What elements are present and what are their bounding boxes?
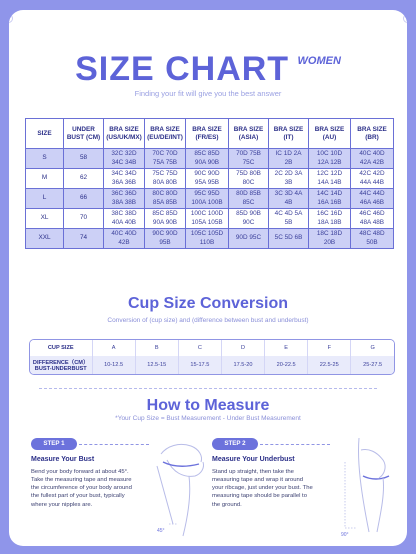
cup-size-cell: A — [92, 340, 135, 356]
step2-text — [212, 468, 340, 509]
bra-size-cell — [309, 229, 351, 249]
page-title — [9, 50, 407, 89]
bra-size-cell — [229, 149, 269, 169]
bra-size-line: 85C 85D — [194, 150, 220, 158]
col-header-us-uk-mx: BRA SIZE (US/UK/MX) — [104, 119, 145, 149]
bra-size-line: 12A 12B — [317, 158, 342, 166]
bra-size-line: 44A 44B — [359, 178, 385, 186]
difference-label — [30, 356, 92, 374]
size-table — [25, 118, 394, 249]
bra-size-line: IC 1D 2A — [275, 150, 302, 158]
step2-dash — [260, 444, 330, 445]
cup-section-title: Cup Size Conversion — [127, 295, 289, 312]
bra-size-line: 70D 75B — [236, 150, 261, 158]
bra-size-line: 34C 34D — [111, 170, 137, 178]
step1-text-line: Bend your body forward at about 45°. — [31, 469, 129, 475]
measure-section-subtitle: *Your Cup Size = Bust Measurement - Under Bust Measurement — [115, 415, 301, 422]
bra-size-cell — [104, 149, 145, 169]
bra-size-line: 95B — [159, 238, 171, 246]
size-row — [26, 169, 394, 189]
step1-text-line: the fullest part of your bust, typically — [31, 493, 125, 500]
bra-size-line: 80D 85B — [236, 190, 261, 198]
bra-size-line: 14A 14B — [317, 178, 342, 186]
cup-table — [30, 340, 394, 374]
difference-cell: 10-12.5 — [92, 356, 135, 374]
step2-text-line: your ribcage, just under your bust. The — [212, 485, 313, 492]
bra-size-line: 95C 95D — [194, 190, 220, 198]
bra-size-line: 40A 40B — [111, 218, 137, 226]
bra-size-cell — [309, 169, 351, 189]
bra-size-line: 42B — [118, 238, 130, 246]
bra-size-line: 75A 75B — [152, 158, 178, 166]
under-bust-cell: 66 — [64, 189, 104, 209]
bra-size-line: 85C 85D — [152, 210, 178, 218]
bra-size-line: 32C 32D — [111, 150, 137, 158]
cup-size-cell: F — [308, 340, 351, 356]
difference-cell: 20-22.5 — [265, 356, 308, 374]
bra-size-cell — [351, 149, 394, 169]
col-header-it: BRA SIZE (IT) — [269, 119, 309, 149]
bra-size-cell — [145, 149, 186, 169]
bra-size-line: 100C 100D — [190, 210, 224, 218]
cup-size-cell: G — [351, 340, 394, 356]
step1-text-line: where your nipples are. — [31, 501, 93, 508]
col-header-au: BRA SIZE (AU) — [309, 119, 351, 149]
bra-size-line: 105A 105B — [191, 218, 223, 226]
cup-size-cell: D — [221, 340, 264, 356]
bra-size-line: 95A 95B — [194, 178, 220, 186]
bra-size-cell — [269, 229, 309, 249]
step1-title: Measure Your Bust — [31, 456, 95, 463]
bra-size-line: 38A 38B — [111, 198, 137, 206]
col-header-fr-es: BRA SIZE (FR/ES) — [186, 119, 229, 149]
step1-text-line: the circumference of your body around — [31, 485, 132, 492]
bra-size-cell — [186, 149, 229, 169]
size-cell: L — [26, 189, 64, 209]
bra-size-cell — [229, 209, 269, 229]
step1-text-line: Take the measuring tape and measure — [31, 477, 132, 484]
bra-size-line: 75C 75D — [152, 170, 178, 178]
bra-size-cell — [309, 209, 351, 229]
bra-size-cell — [351, 169, 394, 189]
step2-text-line: Stand up straight, then take the — [212, 469, 294, 475]
col-header-eu-de-int: BRA SIZE (EU/DE/INT) — [145, 119, 186, 149]
bra-size-line: 18A 18B — [317, 218, 342, 226]
bra-size-cell — [104, 229, 145, 249]
bra-size-cell — [145, 229, 186, 249]
difference-label-line1: DIFFERENCE（CM） — [32, 360, 89, 366]
bra-size-line: 80A 80B — [152, 178, 178, 186]
size-row — [26, 209, 394, 229]
cup-size-cell: C — [178, 340, 221, 356]
bra-size-line: 80C 80D — [152, 190, 178, 198]
bra-size-cell — [145, 169, 186, 189]
bra-size-line: 42A 42B — [359, 158, 385, 166]
bra-size-line: 36A 36B — [111, 178, 137, 186]
bra-size-line: 110B — [199, 238, 215, 246]
bust-measure-illustration — [153, 432, 213, 540]
cup-conversion-table — [29, 339, 395, 375]
step1-dash — [79, 444, 149, 445]
bra-size-cell — [186, 209, 229, 229]
difference-cell: 17.5-20 — [221, 356, 264, 374]
bra-size-line: 5B — [284, 218, 293, 226]
bra-size-line: 2B — [284, 158, 293, 166]
size-cell: S — [26, 149, 64, 169]
under-bust-cell: 70 — [64, 209, 104, 229]
bra-size-cell — [351, 229, 394, 249]
bra-size-line: 40C 40D — [359, 150, 385, 158]
size-cell: XL — [26, 209, 64, 229]
bra-size-line: 16C 16D — [316, 210, 343, 218]
step1-angle: 45° — [157, 528, 165, 534]
bra-size-cell — [269, 149, 309, 169]
difference-cell: 12.5-15 — [135, 356, 178, 374]
bra-size-cell — [145, 209, 186, 229]
step2-angle: 90° — [341, 532, 349, 538]
cup-size-row — [30, 340, 394, 356]
pin-right-decor — [403, 14, 407, 23]
size-table-header-row — [26, 119, 394, 149]
bra-size-line: 14C 14D — [316, 190, 343, 198]
size-table-wrap — [25, 118, 393, 249]
bra-size-line: 105C 105D — [190, 230, 224, 238]
bra-size-line: 48A 48B — [359, 218, 385, 226]
size-cell: XXL — [26, 229, 64, 249]
bra-size-cell — [104, 189, 145, 209]
bra-size-cell — [229, 229, 269, 249]
bra-size-line: 38C 38D — [111, 210, 137, 218]
bra-size-line: 2C 2D 3A — [274, 170, 303, 178]
bra-size-line: 85A 85B — [152, 198, 178, 206]
step2-text-line: measuring tape and wrap it around — [212, 477, 304, 484]
underbust-measure-illustration — [339, 432, 401, 540]
bra-size-cell — [269, 189, 309, 209]
col-header-size: SIZE — [26, 119, 64, 149]
pin-left-decor — [9, 14, 13, 23]
bra-size-line: 90A 90B — [194, 158, 220, 166]
step1-badge: STEP 1 — [31, 438, 77, 450]
step2-title: Measure Your Underbust — [212, 456, 295, 463]
difference-label-line2: BUST-UNDERBUST — [34, 366, 87, 372]
bra-size-line: 48C 48D — [359, 230, 385, 238]
bra-size-cell — [351, 209, 394, 229]
bra-size-line: 70C 70D — [152, 150, 178, 158]
page-subtitle: Finding your fit will give you the best answer — [134, 89, 282, 98]
size-chart-card — [9, 10, 407, 546]
bra-size-line: 3C 3D 4A — [274, 190, 303, 198]
bra-size-line: 40C 40D — [111, 230, 137, 238]
under-bust-cell: 74 — [64, 229, 104, 249]
bra-size-line: 85C — [242, 198, 255, 206]
step2-badge: STEP 2 — [212, 438, 258, 450]
bra-size-line: 20B — [323, 238, 336, 246]
bra-size-line: 44C 44D — [359, 190, 385, 198]
bra-size-line: 18C 18D — [316, 230, 343, 238]
size-row — [26, 229, 394, 249]
size-row — [26, 189, 394, 209]
title-tag: WOMEN — [297, 55, 341, 67]
bra-size-line: 90C 90D — [194, 170, 220, 178]
difference-cell: 15-17.5 — [178, 356, 221, 374]
bra-size-line: 100A 100B — [191, 198, 223, 206]
bra-size-cell — [269, 169, 309, 189]
bra-size-line: 12C 12D — [316, 170, 343, 178]
under-bust-cell: 58 — [64, 149, 104, 169]
bra-size-line: 90C — [242, 218, 255, 226]
bra-size-line: 10C 10D — [316, 150, 343, 158]
bra-size-line: 46A 46B — [359, 198, 385, 206]
bra-size-line: 90A 90B — [152, 218, 178, 226]
under-bust-cell: 62 — [64, 169, 104, 189]
bra-size-line: 50B — [366, 238, 378, 246]
bra-size-cell — [351, 189, 394, 209]
difference-row — [30, 356, 394, 374]
cup-size-cell: B — [135, 340, 178, 356]
bra-size-line: 4C 4D 5A — [274, 210, 303, 218]
bra-size-cell — [229, 169, 269, 189]
bra-size-line: 80C — [242, 178, 255, 186]
cup-section-subtitle: Conversion of (cup size) and (difference between bust and underbust) — [107, 317, 309, 324]
size-cell: M — [26, 169, 64, 189]
cup-size-label: CUP SIZE — [30, 340, 92, 356]
bra-size-cell — [229, 189, 269, 209]
bra-size-line: 4B — [284, 198, 293, 206]
bra-size-line: 3B — [284, 178, 293, 186]
bra-size-line: 85D 90B — [236, 210, 261, 218]
bra-size-line: 34C 34B — [111, 158, 137, 166]
col-header-under-bust: UNDER BUST (CM) — [64, 119, 104, 149]
section-divider — [39, 388, 377, 389]
col-header-asia: BRA SIZE (ASIA) — [229, 119, 269, 149]
bra-size-line: 46C 46D — [359, 210, 385, 218]
bra-size-cell — [104, 209, 145, 229]
bra-size-line: 36C 36D — [111, 190, 137, 198]
step2-text-line: the ground. — [212, 501, 242, 508]
bra-size-line: 5C 5D 6B — [274, 234, 303, 242]
bra-size-line: 16A 16B — [317, 198, 342, 206]
bra-size-cell — [145, 189, 186, 209]
bra-size-cell — [186, 229, 229, 249]
col-header-br: BRA SIZE (BR) — [351, 119, 394, 149]
difference-cell: 22.5-25 — [308, 356, 351, 374]
bra-size-cell — [269, 209, 309, 229]
title-main: SIZE CHART — [75, 50, 290, 88]
bra-size-line: 75C — [242, 158, 255, 166]
bra-size-line: 90D 95C — [235, 234, 262, 242]
cup-size-cell: E — [265, 340, 308, 356]
size-row — [26, 149, 394, 169]
bra-size-cell — [186, 169, 229, 189]
bra-size-line: 75D 80B — [236, 170, 261, 178]
bra-size-cell — [309, 189, 351, 209]
bra-size-cell — [104, 169, 145, 189]
bra-size-cell — [309, 149, 351, 169]
bra-size-cell — [186, 189, 229, 209]
bra-size-line: 42C 42D — [359, 170, 385, 178]
step1-text — [31, 468, 159, 509]
bra-size-line: 90C 90D — [152, 230, 178, 238]
step2-text-line: measuring tape should be parallel to — [212, 493, 307, 500]
measure-section-title: How to Measure — [146, 397, 270, 414]
difference-cell: 25-27.5 — [351, 356, 394, 374]
